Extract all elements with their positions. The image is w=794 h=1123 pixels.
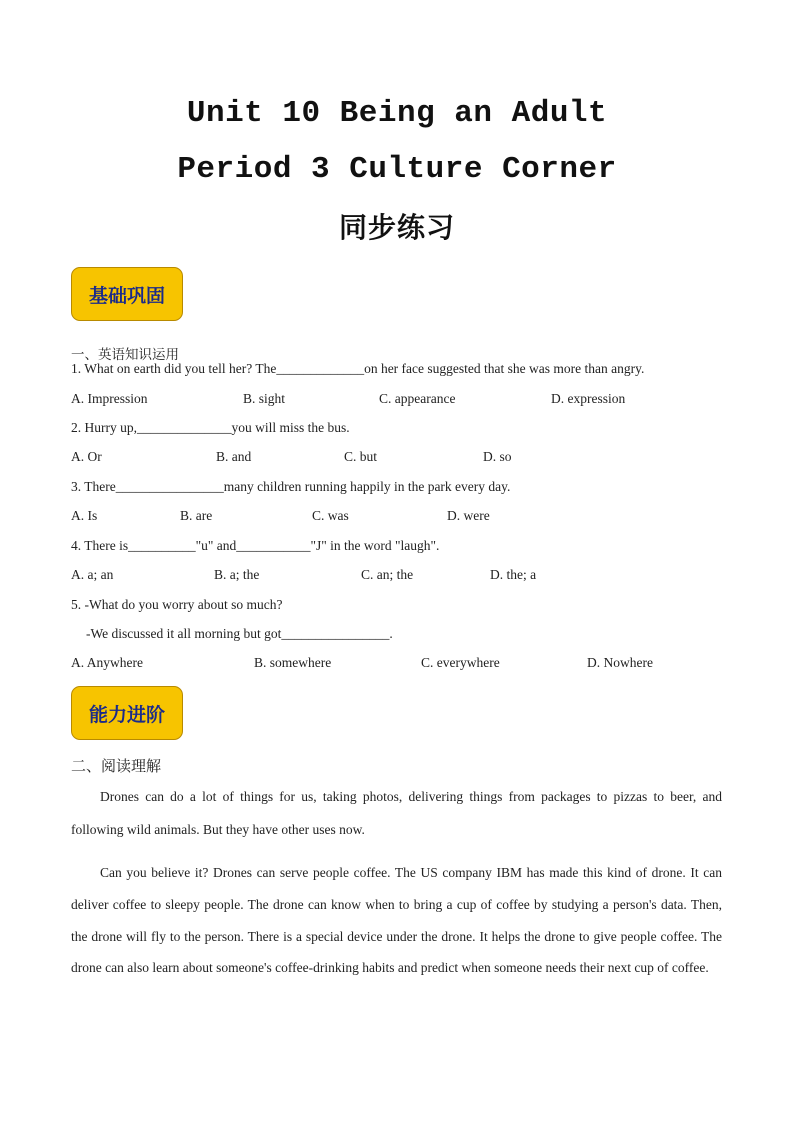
section-heading-language: 一、英语知识运用 (71, 347, 179, 363)
section-heading-reading: 二、阅读理解 (71, 757, 162, 775)
option-c: C. but (344, 449, 378, 464)
option-a: A. Anywhere (71, 655, 143, 670)
paragraph-text: Drones can do a lot of things for us, taking photos, delivering things from packages to pizzas to beer, and following wild animals. But they have other uses now. (71, 789, 722, 837)
paragraph-text: Can you believe it? Drones can serve people coffee. The US company IBM has made this kind of drone. It can deliver coffee to sleepy people. The drone can know when to bring a cup of coffee by studying a person's data. Then, the drone will fly to the person. There is a special device under the drone. It helps the drone to give people coffee. The drone can also learn about someone's coffee-drinking habits and predict when someone needs their next cup of coffee. (71, 865, 722, 976)
question-3-options (71, 508, 731, 528)
option-a: A. Impression (71, 391, 148, 406)
title-period: Period 3 Culture Corner (177, 152, 617, 187)
question-2-options (71, 449, 731, 469)
question-4-stem: 4. There is__________"u" and___________"J" in the word "laugh". (71, 538, 440, 553)
option-d: D. so (483, 449, 512, 464)
option-c: C. an; the (361, 567, 414, 582)
question-4-options (71, 567, 731, 587)
option-d: D. the; a (490, 567, 537, 582)
question-3-stem: 3. There________________many children running happily in the park every day. (71, 479, 511, 494)
question-5-options (71, 655, 731, 675)
question-1-options (71, 391, 731, 411)
question-1-stem: 1. What on earth did you tell her? The_____________on her face suggested that she was more than angry. (71, 361, 645, 376)
option-b: B. and (216, 449, 252, 464)
question-2-stem: 2. Hurry up,______________you will miss the bus. (71, 420, 350, 435)
option-c: C. everywhere (421, 655, 500, 670)
option-b: B. somewhere (254, 655, 332, 670)
question-5-stem: 5. -What do you worry about so much? (71, 597, 283, 612)
option-c: C. appearance (379, 391, 456, 406)
reading-paragraph-1 (71, 781, 722, 846)
option-d: D. Nowhere (587, 655, 653, 670)
option-a: A. Is (71, 508, 98, 523)
title-practice: 同步练习 (338, 211, 455, 244)
question-5-stem-reply: -We discussed it all morning but got________________. (86, 626, 393, 641)
reading-paragraph-2 (71, 857, 722, 984)
title-unit: Unit 10 Being an Adult (186, 96, 608, 131)
option-a: A. Or (71, 449, 102, 464)
option-d: D. expression (551, 391, 626, 406)
badge-basic: 基础巩固 (71, 267, 183, 321)
option-c: C. was (312, 508, 349, 523)
option-b: B. are (180, 508, 213, 523)
option-d: D. were (447, 508, 490, 523)
badge-advanced: 能力进阶 (71, 686, 183, 740)
option-b: B. sight (243, 391, 286, 406)
option-b: B. a; the (214, 567, 260, 582)
option-a: A. a; an (71, 567, 114, 582)
